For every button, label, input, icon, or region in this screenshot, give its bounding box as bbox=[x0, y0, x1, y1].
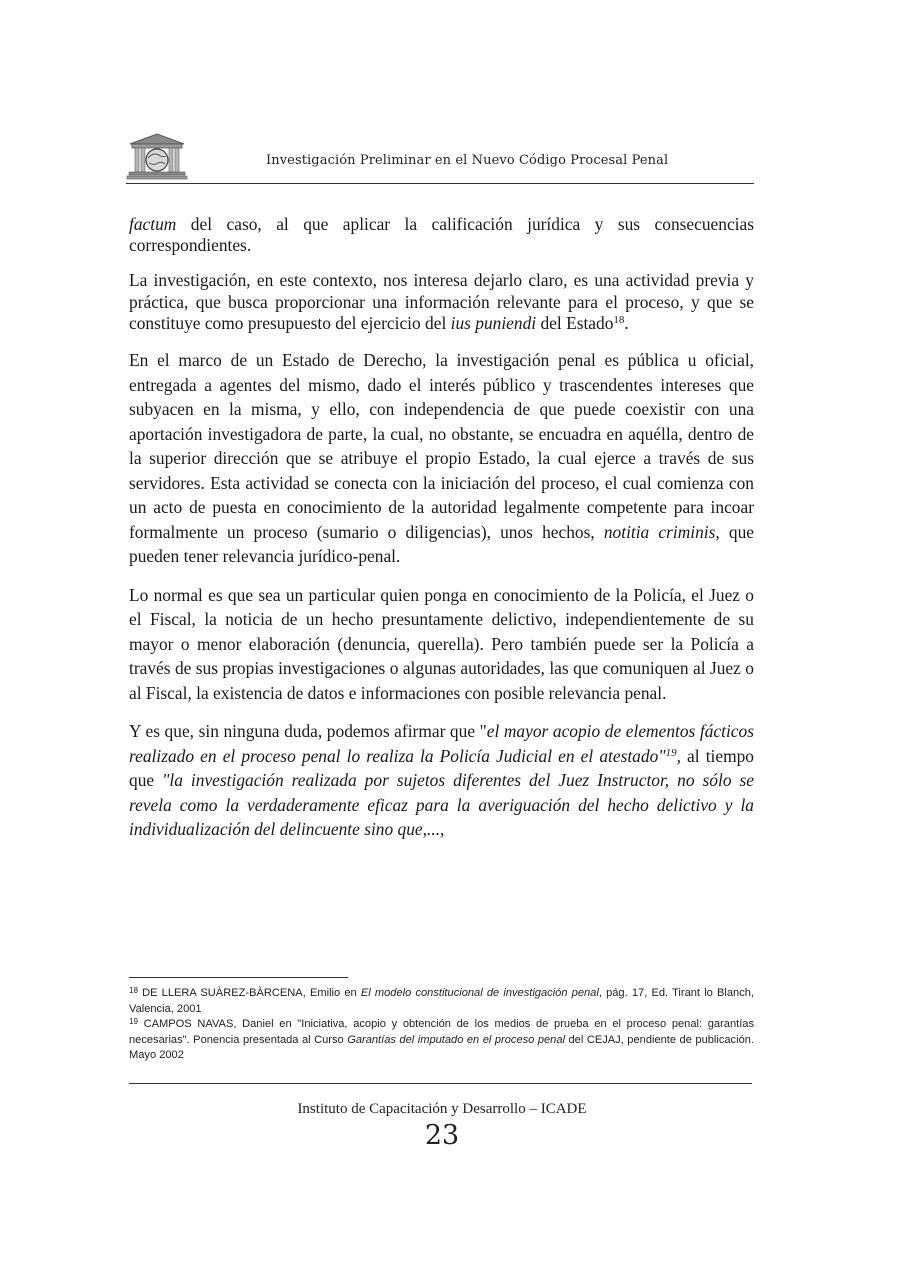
course-title: Garantías del imputado en el proceso penal bbox=[347, 1033, 565, 1046]
footnote-ref-19-number: 19 bbox=[665, 746, 677, 759]
text-run: Lo normal es que sea un particular quien ponga en conocimiento de la Policía, el Juez o el Fiscal, la noticia de un hecho presuntamente delictivo, independientemente de su mayor o menor elaboración (denuncia, querella). Pero también puede ser la Policía a través de sus propias investigaciones o algunas autoridades, las que comuniquen al Juez o al Fiscal, la existencia de datos e informaciones con posible relevancia penal. bbox=[129, 584, 754, 703]
text-run: La investigación, en este contexto, nos interesa dejarlo claro, es una actividad previa y práctica, que busca proporcionar una información relevante para el proceso, y que se constituye como presupuesto del ejercicio del bbox=[129, 270, 754, 333]
text-run: al tiempo que bbox=[129, 745, 754, 791]
text-run: del CEJAJ, pendiente de publicación. Mayo 2002 bbox=[129, 1033, 754, 1062]
footnote-number: 18 bbox=[129, 986, 138, 995]
italic-quote: el mayor acopio de elementos fácticos realizado en el proceso penal lo realiza la Policía Judicial en el atestado" bbox=[129, 721, 754, 766]
footnote-separator bbox=[129, 977, 348, 978]
text-run: que pueden tener relevancia jurídico-penal. bbox=[129, 521, 754, 567]
book-title: El modelo constitucional de investigación penal bbox=[360, 987, 599, 999]
text-run: del caso, al que aplicar la calificación jurídica y sus consecuencias correspondientes. bbox=[129, 214, 754, 256]
footnote-ref-18[interactable]: 18 bbox=[613, 313, 625, 326]
text-run: CAMPOS NAVAS, Daniel en "Iniciativa, acopio y obtención de los medios de prueba en el proceso penal: garantías necesarias". Ponencia presentada al Curso bbox=[129, 1018, 754, 1046]
header-title: Investigación Preliminar en el Nuevo Código Procesal Penal bbox=[266, 153, 669, 168]
paragraph-5 bbox=[129, 719, 754, 842]
footnote-number: 19 bbox=[129, 1017, 138, 1027]
footnote-ref-19[interactable] bbox=[666, 747, 677, 759]
header-divider bbox=[126, 183, 754, 184]
footnote-19 bbox=[129, 1017, 754, 1064]
footer-divider bbox=[129, 1083, 752, 1084]
text-run: del Estado bbox=[536, 312, 614, 333]
paragraph-2 bbox=[129, 270, 754, 334]
footnote-18 bbox=[129, 986, 754, 1017]
paragraph-4 bbox=[129, 583, 754, 706]
italic-quote: "la investigación realizada por sujetos diferentes del Juez Instructor, no sólo se revela como la verdaderamente eficaz para la averiguación del hecho delictivo y la individualización del delincuente sino que,..., bbox=[129, 770, 754, 840]
italic-term: notitia criminis, bbox=[603, 521, 720, 542]
institution-building-icon bbox=[126, 132, 188, 182]
page-header bbox=[126, 130, 754, 186]
text-run: En el marco de un Estado de Derecho, la investigación penal es pública u oficial, entregada a agentes del mismo, dado el interés público y trascendentes intereses que subyacen en la misma, y ello, con independencia de que puede coexistir con una aportación investigadora de parte, la cual, no obstante, se encuadra en aquélla, dentro de la superior dirección que se atribuye el propio Estado, la cual ejerce a través de sus servidores. Esta actividad se conecta con la iniciación del proceso, el cual comienza con un acto de puesta en conocimiento de la autoridad legalmente competente para incoar formalmente un proceso (sumario o diligencias), unos hechos, bbox=[129, 350, 754, 542]
text-run: , bbox=[676, 745, 681, 766]
italic-term: ius puniendi bbox=[450, 312, 537, 333]
paragraph-1 bbox=[129, 214, 754, 256]
main-text bbox=[129, 214, 754, 856]
text-run: , pág. 17, Ed. Tirant lo Blanch, Valencia, 2001 bbox=[129, 987, 755, 1015]
italic-term: factum bbox=[129, 214, 177, 234]
paragraph-3 bbox=[129, 348, 754, 569]
text-run: . bbox=[624, 312, 629, 333]
footnotes bbox=[129, 986, 754, 1064]
text-run: Y es que, sin ninguna duda, podemos afirmar que " bbox=[129, 721, 487, 742]
footer-institution: Instituto de Capacitación y Desarrollo – ICADE bbox=[297, 1101, 587, 1117]
text-run: DE LLERA SUÀREZ-BÀRCENA, Emilio en bbox=[137, 987, 361, 999]
page-number: 23 bbox=[424, 1120, 460, 1151]
